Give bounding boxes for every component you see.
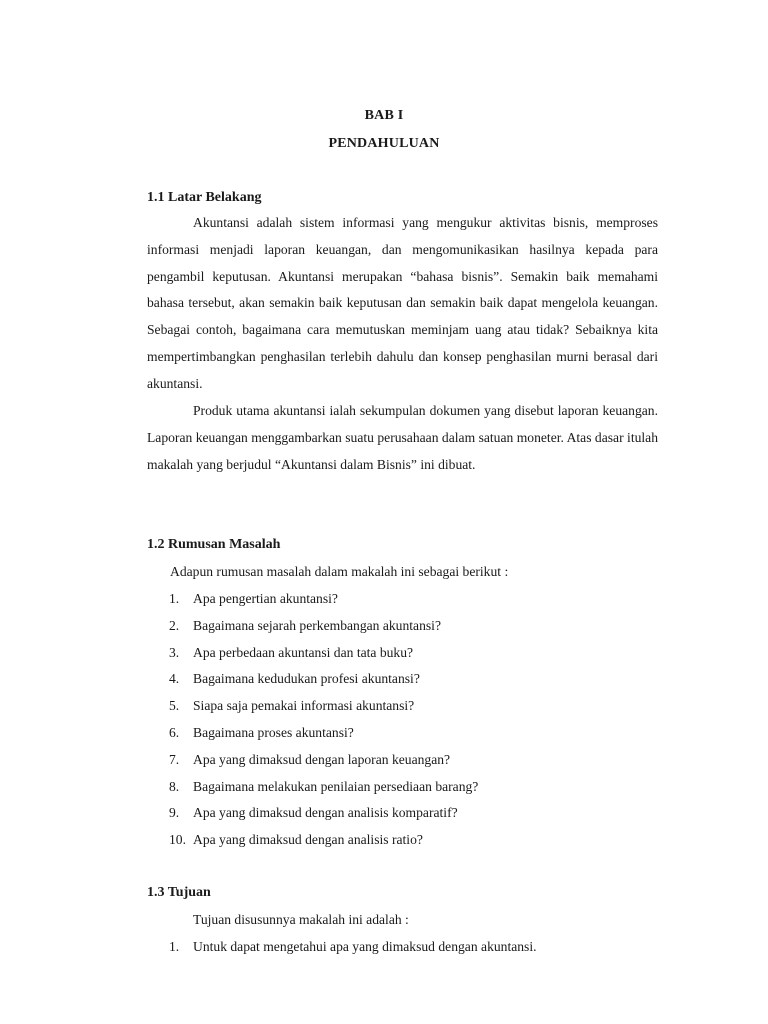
list-item-number: 10. bbox=[169, 832, 186, 848]
list-item-number: 6. bbox=[169, 724, 180, 740]
list-item bbox=[169, 774, 478, 801]
list-item-number: 1. bbox=[169, 939, 180, 954]
list-item-text: Apa yang dimaksud dengan analisis ratio? bbox=[193, 832, 423, 848]
list-item-number: 3. bbox=[169, 644, 180, 660]
section-heading-background: 1.1 Latar Belakang bbox=[147, 190, 262, 205]
list-item-text: Apa perbedaan akuntansi dan tata buku? bbox=[193, 644, 414, 660]
list-item bbox=[169, 586, 478, 613]
list-item-number: 5. bbox=[169, 698, 180, 714]
list-item-number: 1. bbox=[169, 591, 180, 606]
background-paragraph-1: Akuntansi adalah sistem informasi yang mengukur aktivitas bisnis, memproses informasi menjadi laporan keuangan, dan mengomunikasikan hasilnya kepada para pengambil keputusan. Akuntansi merupakan “bahasa bisnis”. Semakin baik memahami bahasa tersebut, akan semakin baik keputusan dan semakin baik dapat mengelola keuangan. Sebagai contoh, bagaimana cara memutuskan meminjam uang atau tidak? Sebaiknya kita mempertimbangkan penghasilan terlebih dahulu dan konsep penghasilan murni berasal dari akuntansi. bbox=[147, 215, 658, 391]
list-item-text: Apa yang dimaksud dengan laporan keuangan? bbox=[193, 751, 451, 767]
chapter-number: BAB I bbox=[364, 108, 404, 123]
problem-intro: Adapun rumusan masalah dalam makalah ini sebagai berikut : bbox=[170, 564, 509, 579]
chapter-title: PENDAHULUAN bbox=[328, 136, 440, 151]
section-heading-goals: 1.3 Tujuan bbox=[147, 885, 211, 900]
list-item-number: 4. bbox=[169, 671, 180, 687]
list-item-number: 9. bbox=[169, 805, 180, 821]
list-item-number: 8. bbox=[169, 778, 180, 794]
list-item-text: Apa pengertian akuntansi? bbox=[193, 591, 338, 606]
section-heading-problem: 1.2 Rumusan Masalah bbox=[147, 537, 281, 552]
list-item-text: Bagaimana proses akuntansi? bbox=[193, 724, 354, 740]
list-item bbox=[169, 613, 478, 640]
list-item bbox=[169, 827, 478, 854]
goals-list bbox=[169, 934, 537, 961]
list-item bbox=[169, 800, 478, 827]
list-item bbox=[169, 666, 478, 693]
list-item-text: Siapa saja pemakai informasi akuntansi? bbox=[193, 698, 415, 714]
list-item-text: Apa yang dimaksud dengan analisis komparatif? bbox=[193, 805, 458, 821]
list-item-text: Untuk dapat mengetahui apa yang dimaksud dengan akuntansi. bbox=[193, 939, 537, 954]
list-item-text: Bagaimana kedudukan profesi akuntansi? bbox=[193, 671, 420, 687]
list-item-number: 2. bbox=[169, 617, 180, 633]
list-item-number: 7. bbox=[169, 751, 180, 767]
list-item-text: Bagaimana sejarah perkembangan akuntansi? bbox=[193, 617, 441, 633]
list-item bbox=[169, 720, 478, 747]
list-item bbox=[169, 934, 537, 961]
goals-intro: Tujuan disusunnya makalah ini adalah : bbox=[193, 912, 409, 927]
list-item-text: Bagaimana melakukan penilaian persediaan barang? bbox=[193, 778, 479, 794]
list-item bbox=[169, 747, 478, 774]
list-item bbox=[169, 693, 478, 720]
problem-list bbox=[169, 586, 478, 854]
list-item bbox=[169, 640, 478, 667]
background-paragraph-2: Produk utama akuntansi ialah sekumpulan dokumen yang disebut laporan keuangan. Laporan keuangan menggambarkan suatu perusahaan dalam satuan moneter. Atas dasar itulah makalah yang berjudul “Akuntansi dalam Bisnis” ini dibuat. bbox=[147, 403, 658, 472]
